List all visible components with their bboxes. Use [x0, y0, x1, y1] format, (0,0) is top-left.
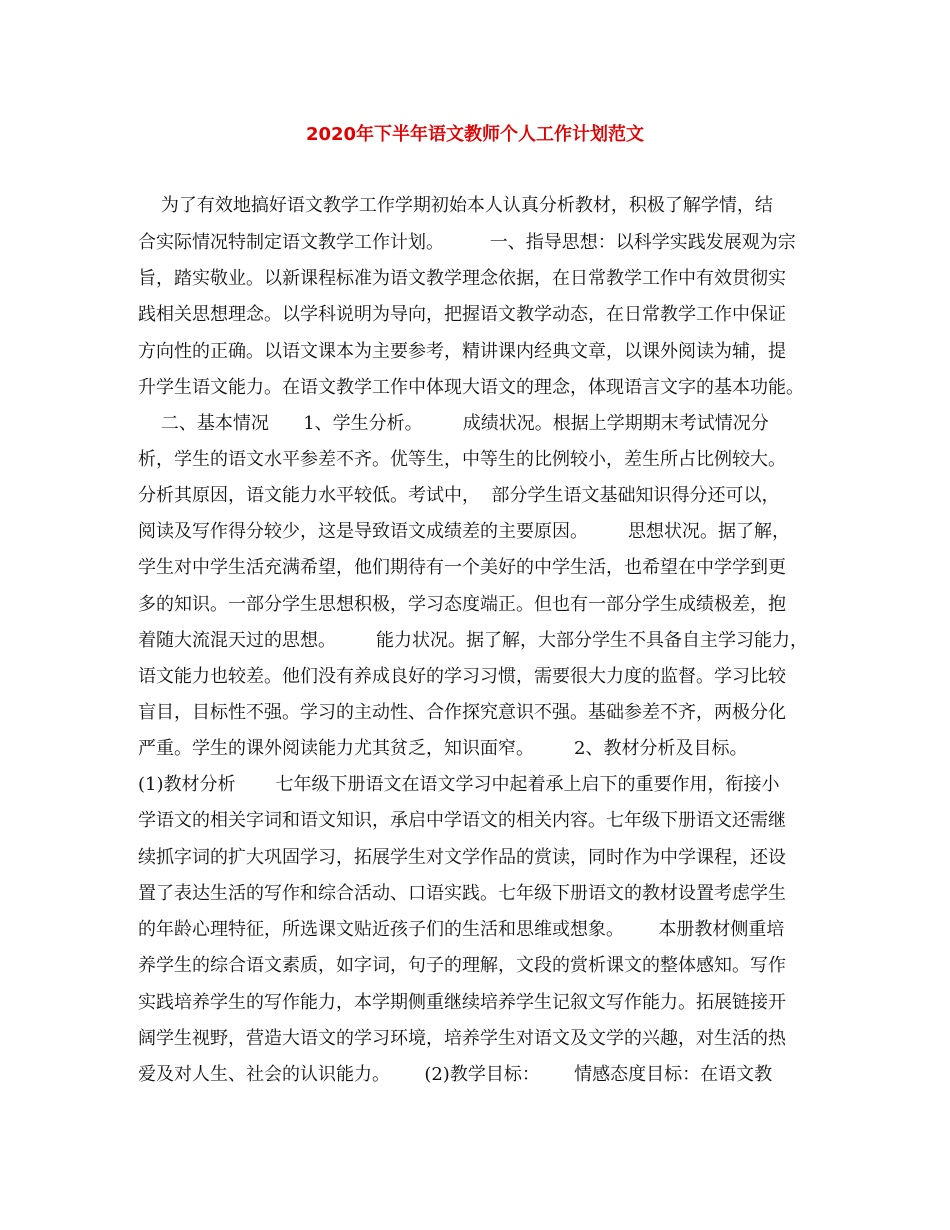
body-line-6: 升学生语文能力。在语文教学工作中体现大语文的理念，体现语言文字的基本功能。	[138, 377, 804, 398]
document-title: 2020年下半年语文教师个人工作计划范文	[305, 124, 645, 145]
body-line-24: 阔学生视野，营造大语文的学习环境，培养学生对语文及文学的兴趣，对生活的热	[138, 1028, 786, 1049]
body-line-15: 盲目，目标性不强。学习的主动性、合作探究意识不强。基础参差不齐，两极分化	[138, 702, 786, 723]
body-line-22: 养学生的综合语文素质，如字词，句子的理解，文段的赏析课文的整体感知。写作	[138, 955, 786, 976]
body-line-14: 语文能力也较差。他们没有养成良好的学习习惯，需要很大力度的监督。学习比较	[138, 666, 786, 687]
body-line-9: 分析其原因，语文能力水平较低。考试中， 部分学生语文基础知识得分还可以，	[138, 485, 780, 506]
body-line-11: 学生对中学生活充满希望，他们期待有一个美好的中学生活，也希望在中学学到更	[138, 557, 786, 578]
body-line-10: 阅读及写作得分较少，这是导致语文成绩差的主要原因。 思想状况。据了解，	[138, 521, 791, 542]
body-line-19: 续抓字词的扩大巩固学习，拓展学生对文学作品的赏读，同时作为中学课程，还设	[138, 847, 786, 868]
body-line-12: 多的知识。一部分学生思想积极，学习态度端正。但也有一部分学生成绩极差，抱	[138, 594, 786, 615]
body-line-2: 合实际情况特制定语文教学工作计划。 一、指导思想：以科学实践发展观为宗	[138, 232, 796, 253]
body-line-4: 践相关思想理念。以学科说明为导向，把握语文教学动态，在日常教学工作中保证	[138, 304, 786, 325]
body-line-17: (1)教材分析 七年级下册语文在语文学习中起着承上启下的重要作用，衔接小	[138, 774, 780, 795]
body-line-7: 二、基本情况 1、学生分析。 成绩状况。根据上学期期末考试情况分	[138, 413, 769, 434]
body-line-16: 严重。学生的课外阅读能力尤其贫乏，知识面窄。 2、教材分析及目标。	[138, 738, 748, 759]
body-line-3: 旨，踏实敬业。以新课程标准为语文教学理念依据，在日常教学工作中有效贯彻实	[138, 268, 786, 289]
body-line-25: 爱及对人生、社会的认识能力。 (2)教学目标： 情感态度目标：在语文教	[138, 1064, 773, 1085]
body-line-5: 方向性的正确。以语文课本为主要参考，精讲课内经典文章，以课外阅读为辅，提	[138, 341, 786, 362]
body-line-1: 为了有效地搞好语文教学工作学期初始本人认真分析教材，积极了解学情，结	[138, 195, 773, 216]
body-line-13: 着随大流混天过的思想。 能力状况。据了解，大部分学生不具备自主学习能力，	[138, 630, 809, 651]
body-line-23: 实践培养学生的写作能力，本学期侧重继续培养学生记叙文写作能力。拓展链接开	[138, 992, 786, 1013]
body-line-21: 的年龄心理特征，所选课文贴近孩子们的生活和思维或想象。 本册教材侧重培	[138, 919, 785, 940]
body-line-8: 析，学生的语文水平参差不齐。优等生，中等生的比例较小，差生所占比例较大。	[138, 449, 786, 470]
body-line-20: 置了表达生活的写作和综合活动、口语实践。七年级下册语文的教材设置考虑学生	[138, 883, 786, 904]
body-line-18: 学语文的相关字词和语文知识，承启中学语文的相关内容。七年级下册语文还需继	[138, 810, 786, 831]
